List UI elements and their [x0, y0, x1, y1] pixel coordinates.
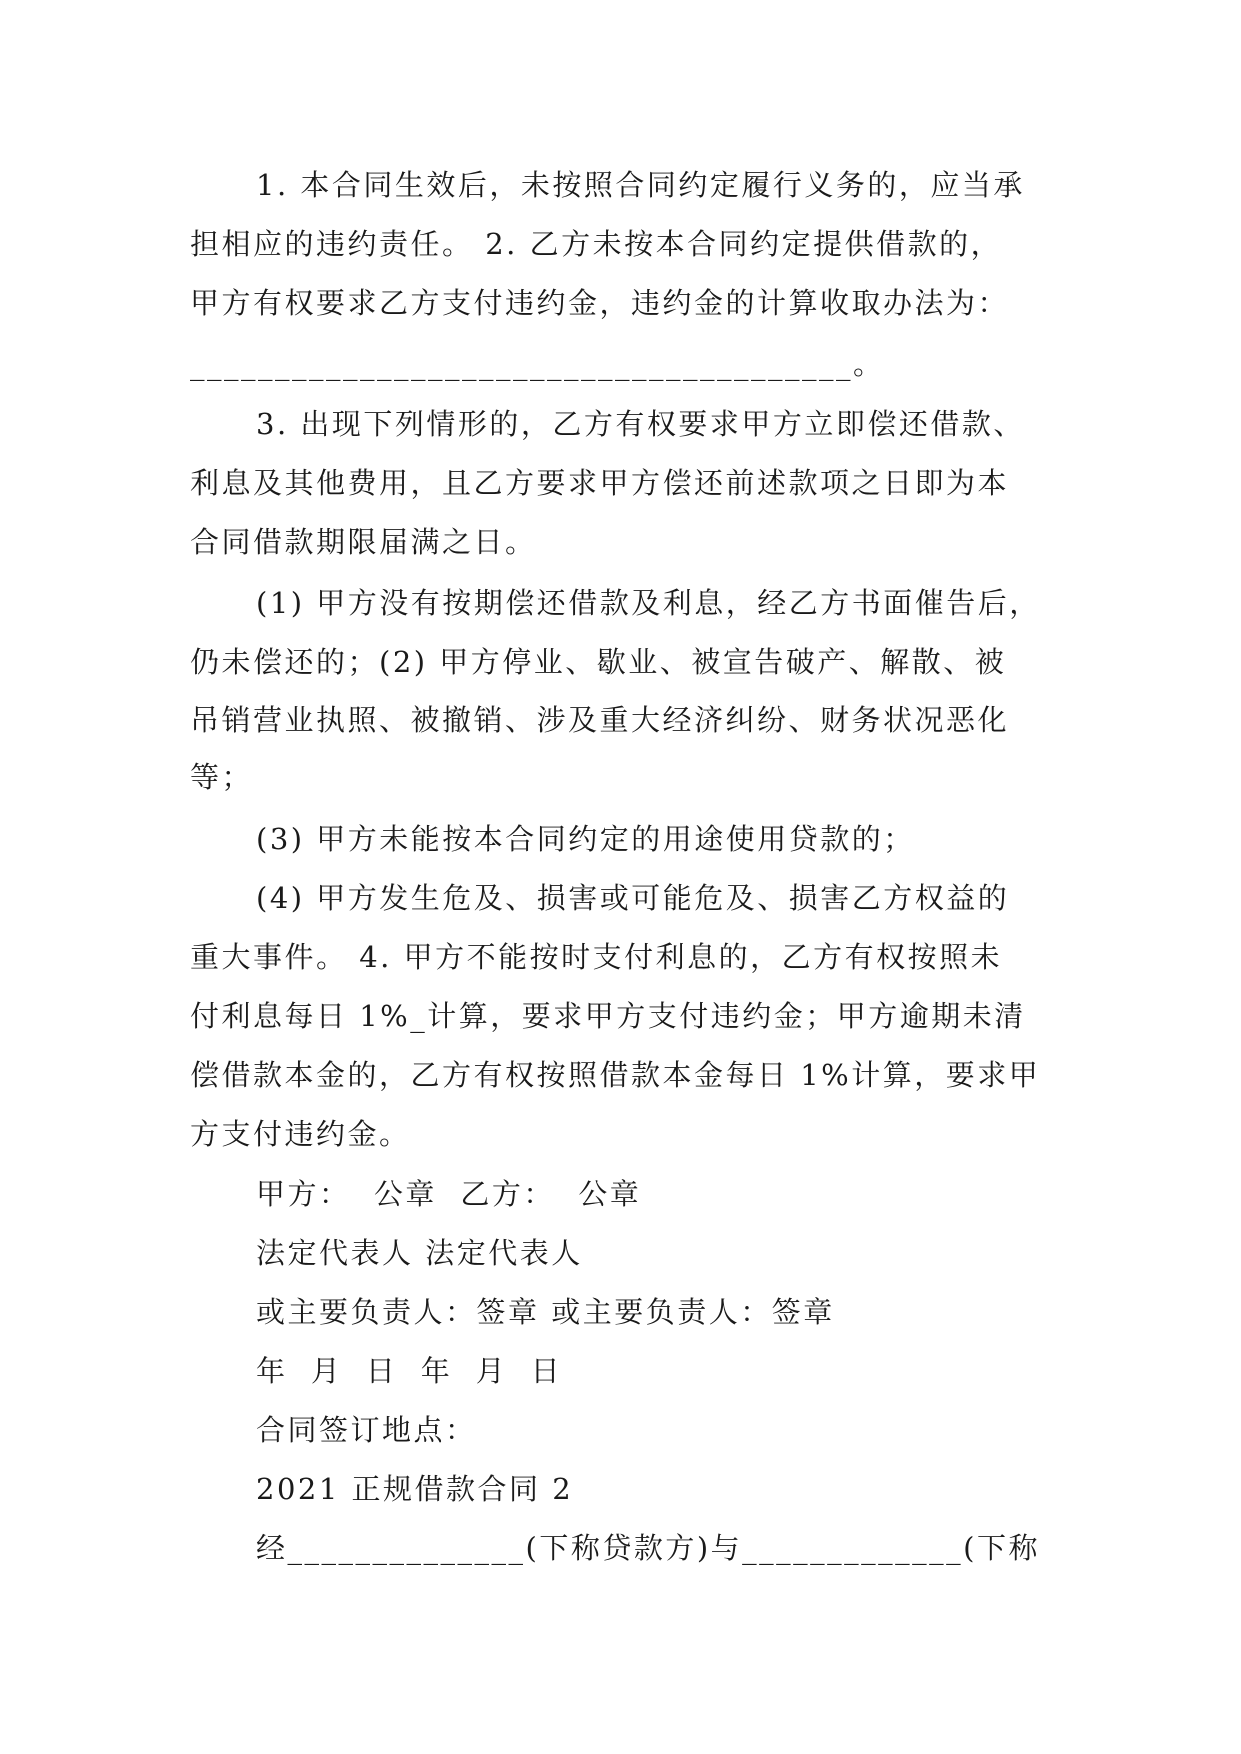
item-3-line: (3) 甲方未能按本合同约定的用途使用贷款的；: [256, 822, 915, 856]
contract-2-intro-line: 经______________(下称贷款方)与_____________(下称: [256, 1531, 1040, 1565]
clause-1-line-1: 1. 本合同生效后，未按照合同约定履行义务的，应当承: [256, 168, 1025, 202]
legal-representative-line: 法定代表人 法定代表人: [256, 1236, 583, 1270]
clause-4-line-2: 付利息每日 1%_计算，要求甲方支付违约金；甲方逾期未清: [190, 999, 1026, 1033]
principal-signature-line: 或主要负责人：签章 或主要负责人：签章: [256, 1295, 835, 1329]
signing-location-line: 合同签订地点：: [256, 1413, 477, 1447]
clause-2-line-3: 甲方有权要求乙方支付违约金，违约金的计算收取办法为：: [190, 286, 1010, 320]
clause-4-line-3: 偿借款本金的，乙方有权按照借款本金每日 1%计算，要求甲: [190, 1058, 1041, 1092]
clause-4-line-4: 方支付违约金。: [190, 1117, 411, 1151]
item-1-line-2: 仍未偿还的；(2) 甲方停业、歇业、被宣告破产、解散、被: [190, 645, 1007, 679]
clause-3-line-2: 利息及其他费用，且乙方要求甲方偿还前述款项之日即为本: [190, 466, 1010, 500]
signature-parties-line: 甲方： 公章 乙方： 公章: [256, 1177, 642, 1211]
clause-3-line-3: 合同借款期限届满之日。: [190, 525, 537, 559]
item-1-line-1: (1) 甲方没有按期偿还借款及利息，经乙方书面催告后，: [256, 586, 1041, 620]
item-2-line-3: 等；: [190, 760, 254, 794]
penalty-blank-line: _______________________________________。: [190, 347, 885, 381]
signing-date-line: 年 月 日 年 月 日: [256, 1354, 563, 1388]
clause-3-line-1: 3. 出现下列情形的，乙方有权要求甲方立即偿还借款、: [256, 407, 1025, 441]
item-4-line-1: (4) 甲方发生危及、损害或可能危及、损害乙方权益的: [256, 881, 1010, 915]
item-2-line-2: 吊销营业执照、被撤销、涉及重大经济纠纷、财务状况恶化: [190, 703, 1010, 737]
item-4-line-2: 重大事件。 4. 甲方不能按时支付利息的，乙方有权按照未: [190, 940, 1003, 974]
clause-1-line-2: 担相应的违约责任。 2. 乙方未按本合同约定提供借款的，: [190, 227, 1003, 261]
contract-2-heading: 2021 正规借款合同 2: [256, 1472, 574, 1506]
